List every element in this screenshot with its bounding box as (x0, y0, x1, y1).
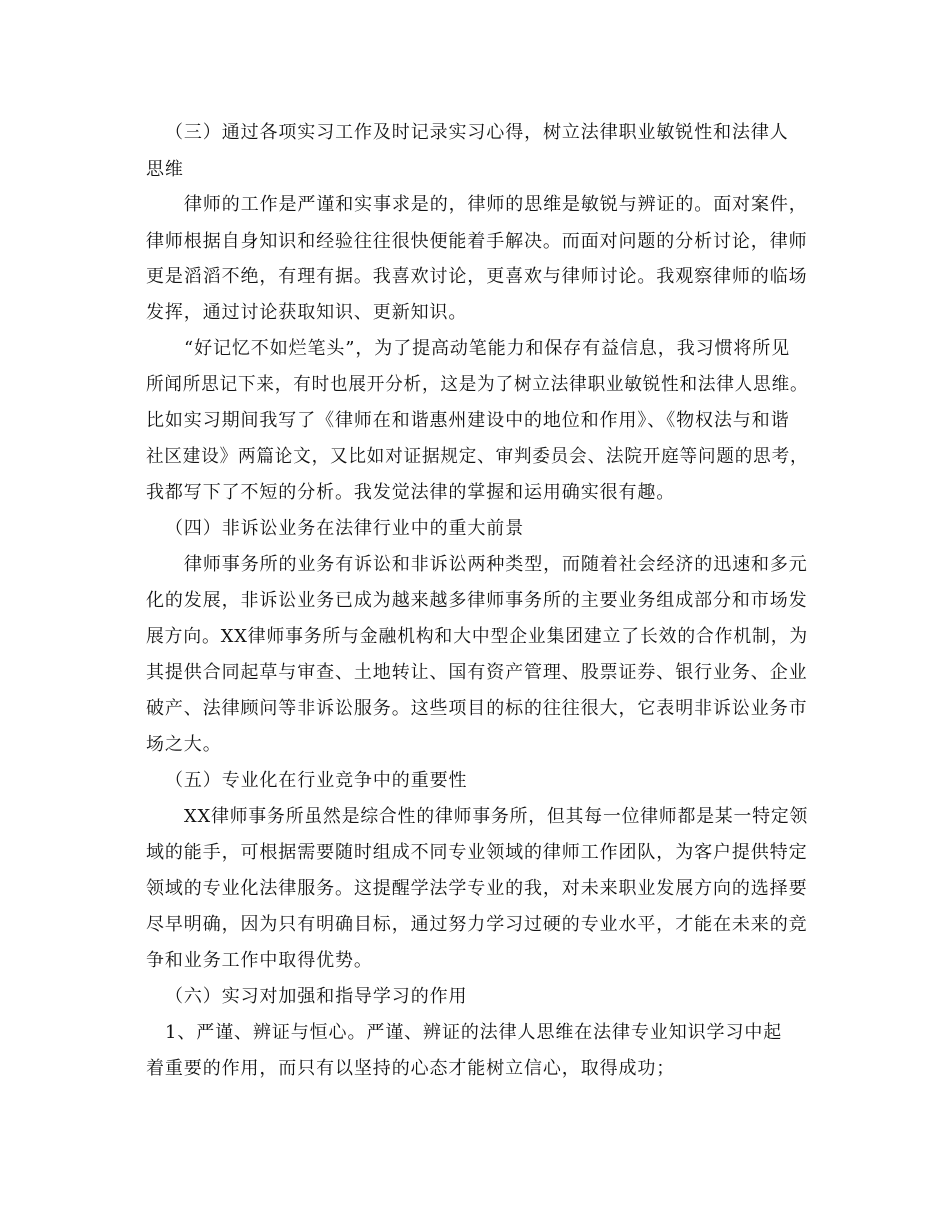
text-line: （三）通过各项实习工作及时记录实习心得，树立法律职业敏锐性和法律人 (165, 122, 789, 143)
text-line: 社区建设》两篇论文，又比如对证据规定、审判委员会、法院开庭等问题的思考， (146, 446, 809, 467)
text-line: 我都写下了不短的分析。我发觉法律的掌握和运用确实很有趣。 (146, 482, 676, 503)
text-line: 所闻所思记下来，有时也展开分析，这是为了树立法律职业敏锐性和法律人思维。 (146, 374, 809, 395)
text-line: 域的能手，可根据需要随时组成不同专业领域的律师工作团队，为客户提供特定 (146, 842, 808, 863)
text-line: 着重要的作用，而只有以坚持的心态才能树立信心，取得成功； (146, 1058, 676, 1079)
text-line: 破产、法律顾问等非诉讼服务。这些项目的标的往往很大，它表明非诉讼业务市 (146, 698, 808, 719)
text-line: 律师的工作是严谨和实事求是的，律师的思维是敏锐与辨证的。面对案件， (184, 194, 808, 215)
text-line: 展方向。XX律师事务所与金融机构和大中型企业集团建立了长效的合作机制，为 (146, 626, 809, 647)
text-line: 律师根据自身知识和经验往往很快便能着手解决。而面对问题的分析讨论，律师 (146, 231, 808, 252)
text-line: 其提供合同起草与审查、土地转让、国有资产管理、股票证券、银行业务、企业 (146, 662, 808, 683)
text-line: 1、严谨、辨证与恒心。严谨、辨证的法律人思维在法律专业知识学习中起 (165, 1022, 783, 1043)
text-line: 发挥，通过讨论获取知识、更新知识。 (146, 302, 468, 323)
text-line: 比如实习期间我写了《律师在和谐惠州建设中的地位和作用》、《物权法与和谐 (146, 410, 790, 431)
text-line: （六）实习对加强和指导学习的作用 (165, 986, 468, 1007)
text-line: 化的发展，非诉讼业务已成为越来越多律师事务所的主要业务组成部分和市场发 (146, 590, 808, 611)
text-line: XX律师事务所虽然是综合性的律师事务所，但其每一位律师都是某一特定领 (184, 806, 809, 827)
text-line: 律师事务所的业务有诉讼和非诉讼两种类型，而随着社会经济的迅速和多元 (184, 554, 808, 575)
text-line: 争和业务工作中取得优势。 (146, 950, 373, 971)
text-line: 场之大。 (146, 734, 222, 755)
text-line: （五）专业化在行业竞争中的重要性 (165, 770, 468, 791)
text-line: 领域的专业化法律服务。这提醒学法学专业的我，对未来职业发展方向的选择要 (146, 878, 808, 899)
text-line: “好记忆不如烂笔头”，为了提高动笔能力和保存有益信息，我习惯将所见 (184, 338, 791, 359)
text-line: （四）非诉讼业务在法律行业中的重大前景 (165, 518, 525, 539)
text-line: 更是滔滔不绝，有理有据。我喜欢讨论，更喜欢与律师讨论。我观察律师的临场 (146, 266, 808, 287)
text-line: 尽早明确，因为只有明确目标，通过努力学习过硬的专业水平，才能在未来的竞 (146, 914, 808, 935)
text-line: 思维 (146, 159, 184, 180)
